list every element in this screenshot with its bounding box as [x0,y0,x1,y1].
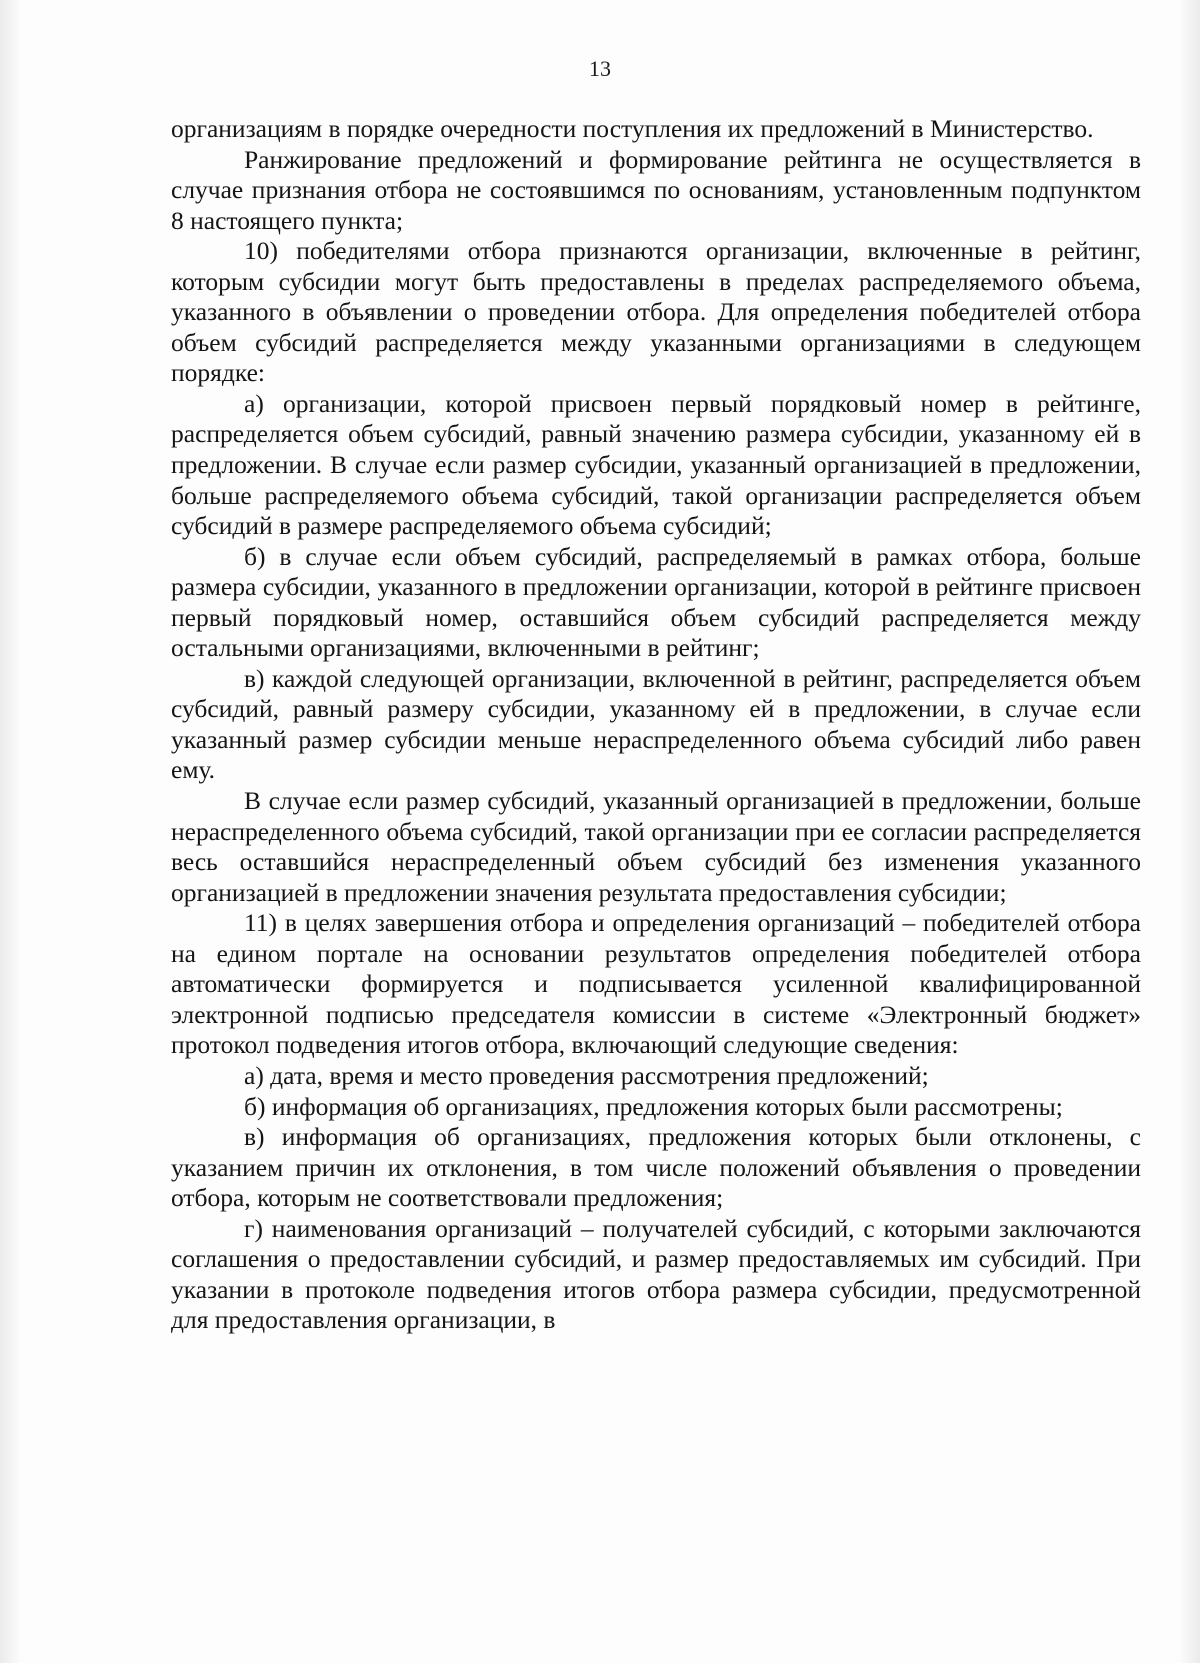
paragraph-item-10: 10) победителями отбора признаются организации, включенные в рейтинг, которым субсидии могут быть предоставлены в пределах распределяемого объема, указанного в объявлении о проведении отбора. Для определения победителей отбора объем субсидий распределяется между указанными организациями в следующем порядке: [171,236,1141,388]
paragraph-subitem-b: б) в случае если объем субсидий, распределяемый в рамках отбора, больше размера субсидии, указанного в предложении организации, которой в рейтинге присвоен первый порядковый номер, оставшийся объем субсидий распределяется между остальными организациями, включенными в рейтинг; [171,541,1141,663]
paragraph-subitem-a: а) организации, которой присвоен первый порядковый номер в рейтинге, распределяется объем субсидий, равный значению размера субсидии, указанному ей в предложении. В случае если размер субсидии, указанный организацией в предложении, больше распределяемого объема субсидий, такой организации распределяется объем субсидий в размере распределяемого объема субсидий; [171,388,1141,541]
paragraph-continuation: организациям в порядке очередности поступления их предложений в Министерство. [171,114,1094,143]
paragraph-protocol-a: а) дата, время и место проведения рассмотрения предложений; [244,1060,929,1090]
paragraph-protocol-v: в) информация об организациях, предложения которых были отклонены, с указанием причин их отклонения, в том числе положений объявления о проведении отбора, которым не соответствовали предложения; [171,1122,1141,1213]
paragraph-protocol-g: г) наименования организаций – получателей субсидий, с которыми заключаются соглашения о предоставлении субсидий, и размер предоставляемых им субсидий. При указании в протоколе подведения итогов отбора размера субсидии, предусмотренной для предоставления организации, в [171,1213,1141,1335]
scan-edge-right [1178,0,1200,1663]
paragraph-protocol-b: б) информация об организациях, предложения которых были рассмотрены; [244,1091,1063,1121]
paragraph-subitem-v: в) каждой следующей организации, включенной в рейтинг, распределяется объем субсидий, равный размеру субсидии, указанному ей в предложении, в случае если указанный размер субсидии меньше нераспределенного объема субсидий либо равен ему. [171,663,1141,785]
document-body [171,114,1141,1336]
paragraph-item-11: 11) в целях завершения отбора и определения организаций – победителей отбора на едином портале на основании результатов определения победителей отбора автоматически формируется и подписывается усиленной квалифицированной электронной подписью председателя комиссии в системе «Электронный бюджет» протокол подведения итогов отбора, включающий следующие сведения: [171,908,1141,1060]
paragraph-ranking-note: Ранжирование предложений и формирование рейтинга не осуществляется в случае признания отбора не состоявшимся по основаниям, установленным подпунктом 8 настоящего пункта; [171,144,1141,235]
page-number: 13 [589,56,611,81]
scan-edge-left [0,0,22,1663]
paragraph-remaining-volume: В случае если размер субсидий, указанный организацией в предложении, больше нераспределенного объема субсидий, такой организации при ее согласии распределяется весь оставшийся нераспределенный объем субсидий без изменения указанного организацией в предложении значения результата предоставления субсидии; [171,786,1141,907]
